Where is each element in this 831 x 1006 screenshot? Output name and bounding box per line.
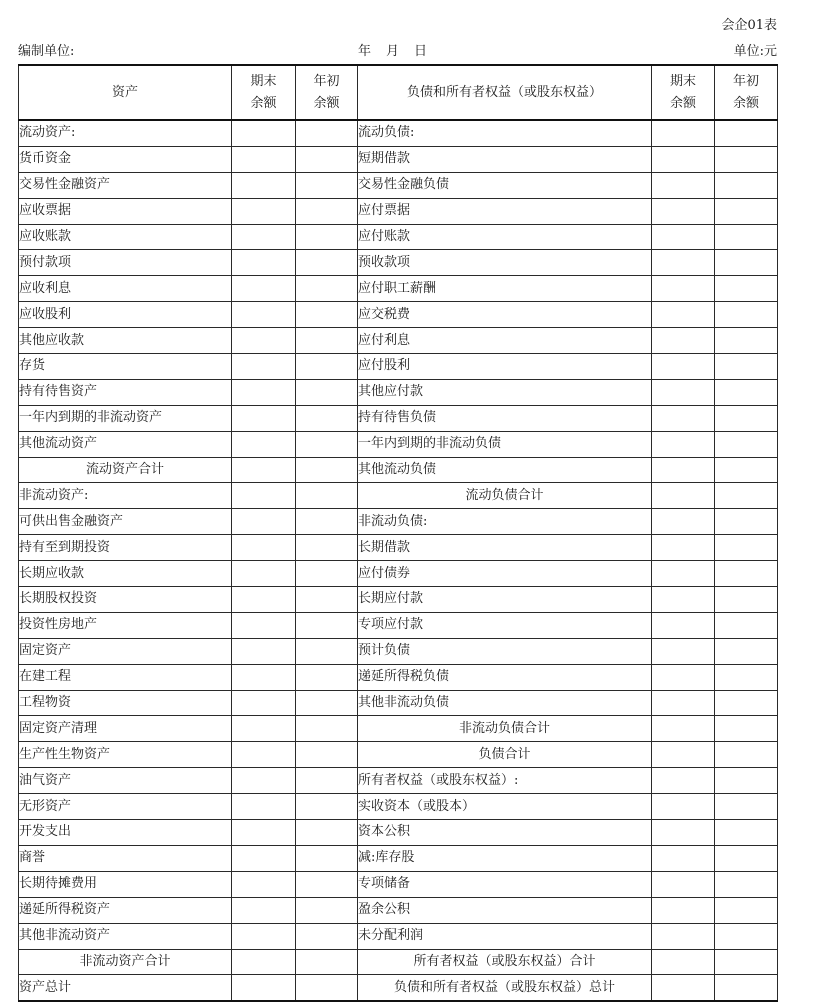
table-row [19,457,778,483]
asset-end-balance-cell [232,328,296,354]
asset-end-balance-cell [232,120,296,146]
asset-item-label: 非流动资产: [19,483,232,509]
liability-begin-balance-cell [715,379,778,405]
asset-item-label: 其他非流动资产 [19,923,232,949]
col-header-end-balance-right-l2: 余额 [669,95,696,111]
liability-begin-balance-cell [715,198,778,224]
liability-begin-balance-cell [715,509,778,535]
asset-item-label: 固定资产 [19,638,232,664]
table-row [19,768,778,794]
liability-end-balance-cell [652,120,715,146]
asset-item-label: 投资性房地产 [19,612,232,638]
asset-end-balance-cell [232,871,296,897]
asset-end-balance-cell [232,535,296,561]
asset-begin-balance-cell [296,250,358,276]
col-header-begin-balance [296,65,358,120]
liability-begin-balance-cell [715,716,778,742]
liability-item-label: 流动负债: [358,120,652,146]
liability-end-balance-cell [652,457,715,483]
col-header-assets: 资产 [19,65,232,120]
liability-begin-balance-cell [715,457,778,483]
table-row [19,561,778,587]
asset-end-balance-cell [232,276,296,302]
asset-item-label: 无形资产 [19,794,232,820]
liability-end-balance-cell [652,483,715,509]
liability-end-balance-cell [652,820,715,846]
liability-item-label: 流动负债合计 [358,483,652,509]
liability-end-balance-cell [652,638,715,664]
asset-begin-balance-cell [296,198,358,224]
asset-end-balance-cell [232,923,296,949]
asset-begin-balance-cell [296,146,358,172]
liability-item-label: 长期应付款 [358,587,652,613]
asset-item-label: 商誉 [19,845,232,871]
table-row [19,328,778,354]
table-row [19,794,778,820]
asset-begin-balance-cell [296,561,358,587]
liability-begin-balance-cell [715,354,778,380]
asset-begin-balance-cell [296,768,358,794]
asset-begin-balance-cell [296,509,358,535]
table-row [19,509,778,535]
table-row [19,716,778,742]
liability-begin-balance-cell [715,923,778,949]
table-row [19,638,778,664]
asset-begin-balance-cell [296,742,358,768]
asset-begin-balance-cell [296,405,358,431]
liability-end-balance-cell [652,302,715,328]
liability-end-balance-cell [652,354,715,380]
asset-item-label: 预付款项 [19,250,232,276]
form-code: 会企01表 [721,18,777,33]
liability-item-label: 一年内到期的非流动负债 [358,431,652,457]
col-header-begin-balance-right-l2: 余额 [732,95,759,111]
col-header-end-balance-right-l1: 期末 [669,73,696,89]
liability-item-label: 应付利息 [358,328,652,354]
asset-item-label: 流动资产: [19,120,232,146]
liability-begin-balance-cell [715,250,778,276]
liability-end-balance-cell [652,975,715,1001]
liability-end-balance-cell [652,742,715,768]
asset-end-balance-cell [232,431,296,457]
liability-begin-balance-cell [715,897,778,923]
liability-begin-balance-cell [715,224,778,250]
table-row [19,302,778,328]
asset-item-label: 油气资产 [19,768,232,794]
liability-end-balance-cell [652,664,715,690]
asset-item-label: 持有至到期投资 [19,535,232,561]
liability-end-balance-cell [652,379,715,405]
table-row [19,923,778,949]
liability-end-balance-cell [652,405,715,431]
liability-item-label: 未分配利润 [358,923,652,949]
liability-item-label: 持有待售负债 [358,405,652,431]
liability-item-label: 应付职工薪酬 [358,276,652,302]
asset-begin-balance-cell [296,949,358,975]
liability-item-label: 应交税费 [358,302,652,328]
col-header-end-balance [232,65,296,120]
preparing-unit-label: 编制单位: [18,44,75,59]
liability-begin-balance-cell [715,690,778,716]
liability-end-balance-cell [652,431,715,457]
liability-item-label: 所有者权益（或股东权益）合计 [358,949,652,975]
liability-item-label: 交易性金融负债 [358,172,652,198]
liability-begin-balance-cell [715,328,778,354]
asset-begin-balance-cell [296,612,358,638]
asset-item-label: 一年内到期的非流动资产 [19,405,232,431]
liability-end-balance-cell [652,172,715,198]
col-header-begin-balance-right [715,65,778,120]
liability-begin-balance-cell [715,276,778,302]
asset-end-balance-cell [232,975,296,1001]
asset-begin-balance-cell [296,172,358,198]
report-meta [18,40,777,58]
liability-begin-balance-cell [715,146,778,172]
table-row [19,871,778,897]
asset-item-label: 可供出售金融资产 [19,509,232,535]
asset-begin-balance-cell [296,638,358,664]
table-row [19,690,778,716]
asset-begin-balance-cell [296,587,358,613]
col-header-begin-balance-l1: 年初 [313,73,340,89]
table-row [19,172,778,198]
asset-begin-balance-cell [296,871,358,897]
liability-item-label: 其他流动负债 [358,457,652,483]
asset-end-balance-cell [232,638,296,664]
table-row [19,535,778,561]
asset-begin-balance-cell [296,716,358,742]
asset-end-balance-cell [232,949,296,975]
liability-begin-balance-cell [715,768,778,794]
balance-sheet-body [19,120,778,1001]
liability-item-label: 资本公积 [358,820,652,846]
liability-end-balance-cell [652,276,715,302]
liability-begin-balance-cell [715,561,778,587]
asset-item-label: 固定资产清理 [19,716,232,742]
asset-begin-balance-cell [296,820,358,846]
liability-begin-balance-cell [715,845,778,871]
liability-end-balance-cell [652,250,715,276]
liability-item-label: 递延所得税负债 [358,664,652,690]
asset-end-balance-cell [232,768,296,794]
asset-end-balance-cell [232,561,296,587]
liability-item-label: 长期借款 [358,535,652,561]
liability-item-label: 实收资本（或股本） [358,794,652,820]
liability-end-balance-cell [652,897,715,923]
asset-item-label: 长期应收款 [19,561,232,587]
liability-item-label: 专项储备 [358,871,652,897]
asset-item-label: 其他应收款 [19,328,232,354]
asset-begin-balance-cell [296,354,358,380]
liability-begin-balance-cell [715,535,778,561]
liability-item-label: 其他应付款 [358,379,652,405]
liability-begin-balance-cell [715,871,778,897]
asset-end-balance-cell [232,354,296,380]
asset-item-label: 应收利息 [19,276,232,302]
asset-begin-balance-cell [296,276,358,302]
col-header-end-balance-l1: 期末 [250,73,277,89]
asset-begin-balance-cell [296,483,358,509]
liability-item-label: 应付票据 [358,198,652,224]
table-row [19,742,778,768]
liability-end-balance-cell [652,561,715,587]
liability-begin-balance-cell [715,483,778,509]
asset-end-balance-cell [232,405,296,431]
table-row [19,405,778,431]
asset-begin-balance-cell [296,975,358,1001]
asset-end-balance-cell [232,664,296,690]
liability-item-label: 负债和所有者权益（或股东权益）总计 [358,975,652,1001]
col-header-end-balance-right [652,65,715,120]
asset-item-label: 在建工程 [19,664,232,690]
asset-begin-balance-cell [296,431,358,457]
asset-item-label: 货币资金 [19,146,232,172]
liability-begin-balance-cell [715,820,778,846]
asset-end-balance-cell [232,302,296,328]
table-row [19,146,778,172]
asset-item-label: 工程物资 [19,690,232,716]
liability-end-balance-cell [652,587,715,613]
table-row [19,198,778,224]
liability-item-label: 减:库存股 [358,845,652,871]
table-row [19,250,778,276]
asset-begin-balance-cell [296,535,358,561]
liability-end-balance-cell [652,328,715,354]
liability-end-balance-cell [652,871,715,897]
liability-end-balance-cell [652,146,715,172]
asset-begin-balance-cell [296,897,358,923]
liability-item-label: 专项应付款 [358,612,652,638]
asset-item-label: 应收股利 [19,302,232,328]
liability-item-label: 负债合计 [358,742,652,768]
header-row [19,65,778,120]
liability-item-label: 预收款项 [358,250,652,276]
table-row [19,379,778,405]
asset-begin-balance-cell [296,923,358,949]
asset-end-balance-cell [232,716,296,742]
col-header-liabilities: 负债和所有者权益（或股东权益） [358,65,652,120]
asset-begin-balance-cell [296,379,358,405]
liability-begin-balance-cell [715,742,778,768]
asset-end-balance-cell [232,379,296,405]
table-row [19,431,778,457]
liability-item-label: 应付账款 [358,224,652,250]
currency-unit-label: 单位:元 [733,44,777,59]
asset-begin-balance-cell [296,690,358,716]
asset-item-label: 资产总计 [19,975,232,1001]
asset-end-balance-cell [232,172,296,198]
liability-end-balance-cell [652,612,715,638]
table-row [19,120,778,146]
asset-item-label: 持有待售资产 [19,379,232,405]
liability-begin-balance-cell [715,664,778,690]
liability-begin-balance-cell [715,612,778,638]
liability-end-balance-cell [652,794,715,820]
liability-begin-balance-cell [715,120,778,146]
asset-end-balance-cell [232,587,296,613]
table-row [19,975,778,1001]
asset-begin-balance-cell [296,302,358,328]
liability-begin-balance-cell [715,949,778,975]
asset-end-balance-cell [232,794,296,820]
liability-end-balance-cell [652,535,715,561]
asset-end-balance-cell [232,820,296,846]
asset-end-balance-cell [232,483,296,509]
liability-end-balance-cell [652,923,715,949]
liability-begin-balance-cell [715,302,778,328]
table-row [19,587,778,613]
liability-end-balance-cell [652,224,715,250]
asset-end-balance-cell [232,690,296,716]
report-date-label: 年 月 日 [358,44,429,59]
liability-item-label: 应付债券 [358,561,652,587]
liability-item-label: 盈余公积 [358,897,652,923]
table-row [19,820,778,846]
liability-end-balance-cell [652,509,715,535]
asset-begin-balance-cell [296,845,358,871]
liability-item-label: 非流动负债合计 [358,716,652,742]
liability-item-label: 应付股利 [358,354,652,380]
liability-item-label: 所有者权益（或股东权益）: [358,768,652,794]
asset-end-balance-cell [232,146,296,172]
asset-item-label: 其他流动资产 [19,431,232,457]
asset-end-balance-cell [232,897,296,923]
liability-end-balance-cell [652,768,715,794]
asset-begin-balance-cell [296,664,358,690]
liability-begin-balance-cell [715,975,778,1001]
asset-end-balance-cell [232,224,296,250]
asset-end-balance-cell [232,198,296,224]
liability-end-balance-cell [652,690,715,716]
table-row [19,897,778,923]
asset-item-label: 非流动资产合计 [19,949,232,975]
asset-end-balance-cell [232,509,296,535]
liability-begin-balance-cell [715,431,778,457]
asset-begin-balance-cell [296,224,358,250]
liability-end-balance-cell [652,716,715,742]
asset-item-label: 长期股权投资 [19,587,232,613]
table-row [19,664,778,690]
asset-item-label: 流动资产合计 [19,457,232,483]
asset-end-balance-cell [232,612,296,638]
asset-end-balance-cell [232,457,296,483]
asset-item-label: 生产性生物资产 [19,742,232,768]
liability-begin-balance-cell [715,405,778,431]
asset-begin-balance-cell [296,457,358,483]
liability-begin-balance-cell [715,638,778,664]
liability-begin-balance-cell [715,794,778,820]
liability-end-balance-cell [652,845,715,871]
liability-begin-balance-cell [715,587,778,613]
asset-begin-balance-cell [296,120,358,146]
asset-item-label: 应收票据 [19,198,232,224]
table-row [19,949,778,975]
asset-item-label: 交易性金融资产 [19,172,232,198]
liability-begin-balance-cell [715,172,778,198]
table-row [19,483,778,509]
asset-item-label: 开发支出 [19,820,232,846]
asset-end-balance-cell [232,250,296,276]
asset-end-balance-cell [232,742,296,768]
liability-end-balance-cell [652,198,715,224]
table-row [19,845,778,871]
asset-item-label: 存货 [19,354,232,380]
table-row [19,224,778,250]
table-row [19,612,778,638]
liability-end-balance-cell [652,949,715,975]
asset-item-label: 长期待摊费用 [19,871,232,897]
col-header-end-balance-l2: 余额 [250,95,277,111]
table-row [19,276,778,302]
balance-sheet-table [18,64,778,1002]
asset-end-balance-cell [232,845,296,871]
col-header-begin-balance-l2: 余额 [313,95,340,111]
asset-item-label: 应收账款 [19,224,232,250]
liability-item-label: 其他非流动负债 [358,690,652,716]
asset-begin-balance-cell [296,794,358,820]
table-row [19,354,778,380]
asset-item-label: 递延所得税资产 [19,897,232,923]
liability-item-label: 非流动负债: [358,509,652,535]
liability-item-label: 预计负债 [358,638,652,664]
liability-item-label: 短期借款 [358,146,652,172]
asset-begin-balance-cell [296,328,358,354]
col-header-begin-balance-right-l1: 年初 [732,73,759,89]
